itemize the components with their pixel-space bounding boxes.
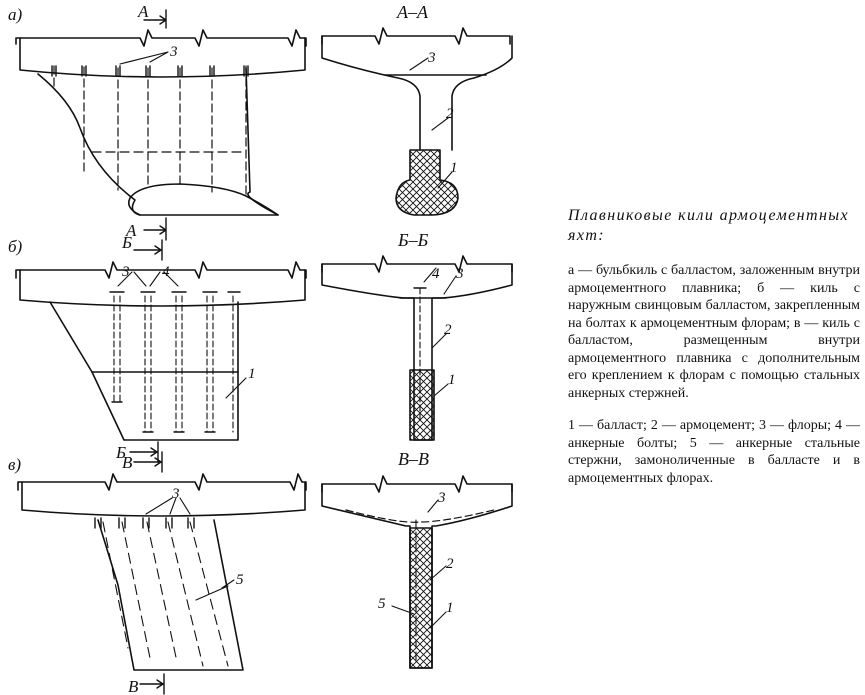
ballast-hatch-bb xyxy=(410,370,434,440)
callout-1-bb: 1 xyxy=(448,372,456,388)
section-mark-label-a-top: А xyxy=(138,2,149,21)
callout-1-vv: 1 xyxy=(446,600,454,616)
hull-break-line-vv xyxy=(322,476,512,492)
caption-description: а — бульбкиль с балластом, заложенным внутри армоцементного плавника; б — киль с наружным свинцовым балластом, закрепленным на болтах к армоцементным флорам; в — киль с балластом, размещенным внутри армоцементного плавника с дополнительным его креплением к флорам с помощью стальных анкерных стержней. xyxy=(568,263,860,401)
hull-section-aa xyxy=(322,36,512,150)
floor-frames-a xyxy=(54,66,246,196)
section-title-aa: А–А xyxy=(397,2,428,22)
ballast-bulb-a xyxy=(129,184,278,215)
floor-dashed-vv xyxy=(346,510,494,522)
section-mark-label-b-bottom: Б xyxy=(116,443,127,462)
callout-3-b: 3 xyxy=(122,264,130,280)
hull-break-line-a xyxy=(16,30,306,46)
figure-caption xyxy=(568,206,860,487)
callout-3-bb: 3 xyxy=(456,266,464,282)
ballast-hatch-aa xyxy=(396,150,458,215)
hull-break-line-aa xyxy=(322,28,510,44)
caption-title: Плавниковые кили армоцементных яхт: xyxy=(568,207,850,244)
section-mark-bottom-a xyxy=(144,218,166,240)
callout-2-vv: 2 xyxy=(446,556,454,572)
figure-v-side-view xyxy=(18,452,306,694)
ballast-hatch-vv xyxy=(410,528,432,668)
callout-2-bb: 2 xyxy=(444,322,452,338)
leader-1-b xyxy=(226,378,246,398)
fin-outline-b xyxy=(50,302,238,440)
callout-1-b: 1 xyxy=(248,366,256,382)
section-aa xyxy=(322,28,512,215)
bolt-heads-b xyxy=(110,292,240,432)
section-mark-bottom-b xyxy=(130,442,158,462)
leader-1-bb xyxy=(434,384,448,396)
figure-a-side-view xyxy=(16,10,306,240)
section-mark-label-b-top: Б xyxy=(122,233,133,252)
callout-4-bb: 4 xyxy=(432,266,440,282)
hull-break-line-v xyxy=(18,474,306,490)
section-mark-label-a-bottom: А xyxy=(126,221,137,240)
callout-3-a: 3 xyxy=(170,44,178,60)
panel-label-b: б) xyxy=(8,237,23,256)
callout-3-leaders-a xyxy=(120,52,168,64)
callout-5-vv: 5 xyxy=(378,596,386,612)
callout-3-aa: 3 xyxy=(428,50,436,66)
hull-section-a xyxy=(20,38,305,77)
figure-b-side-view xyxy=(16,240,306,462)
section-title-bb: Б–Б xyxy=(398,230,429,250)
panel-label-a: а) xyxy=(8,5,23,24)
section-vv xyxy=(322,476,512,668)
hull-section-v xyxy=(22,482,305,516)
section-title-vv: В–В xyxy=(398,449,429,469)
section-mark-label-v-top: В xyxy=(122,453,133,472)
hull-break-line-bb xyxy=(322,256,512,272)
callout-4-b: 4 xyxy=(162,264,170,280)
fin-outline-v xyxy=(98,520,243,670)
panel-label-v: в) xyxy=(8,455,22,474)
leader-3-vv xyxy=(428,500,438,512)
leader-3-v xyxy=(146,498,190,514)
callout-3-vv: 3 xyxy=(438,490,446,506)
fin-outline-a xyxy=(38,68,278,215)
callout-5-v: 5 xyxy=(236,572,244,588)
callout-3-v: 3 xyxy=(172,486,180,502)
section-mark-bottom-v xyxy=(140,674,164,694)
leader-3-aa xyxy=(410,58,428,70)
frame-stubs-a xyxy=(52,66,248,76)
leader-34-bb xyxy=(424,268,456,294)
caption-legend: 1 — балласт; 2 — армоцемент; 3 — флоры; 4 — анкерные болты; 5 — анкерные стальные стержни, замоноличенные в балласте и в армоцементных флорах. xyxy=(568,418,860,486)
callout-1-aa: 1 xyxy=(450,160,458,176)
section-mark-label-v-bottom: В xyxy=(128,677,139,695)
anchor-bolts-b xyxy=(114,296,233,432)
section-mark-top-b xyxy=(134,240,162,260)
frame-stubs-v xyxy=(95,518,194,528)
callout-2-aa: 2 xyxy=(446,106,454,122)
hull-break-line-b xyxy=(16,262,306,278)
section-bb xyxy=(322,256,512,440)
